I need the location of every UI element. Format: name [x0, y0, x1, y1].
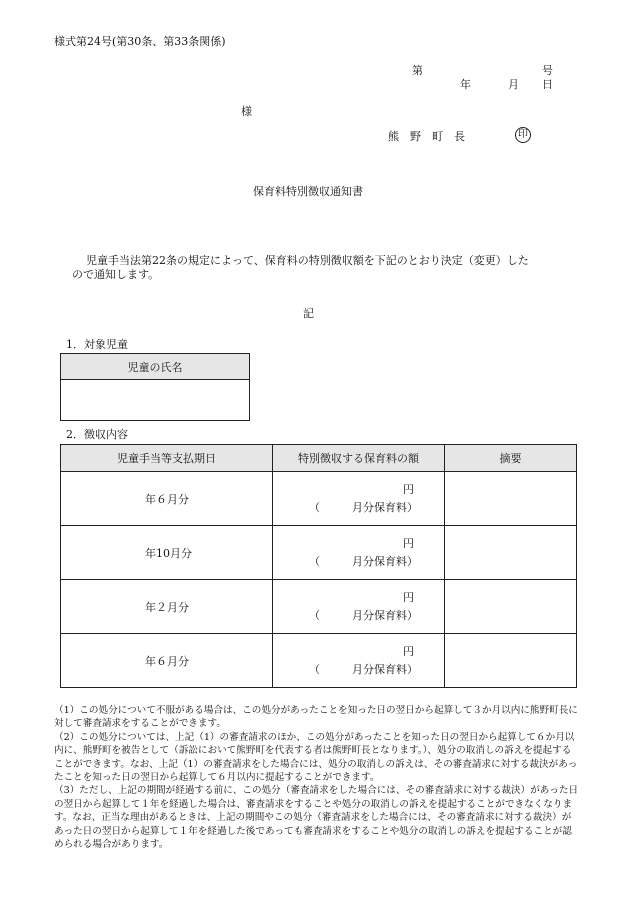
period-cell — [61, 580, 273, 634]
yen-label: 円 — [403, 645, 414, 658]
paren-open: （ — [309, 663, 320, 676]
issuer: 熊 野 町 長 — [388, 130, 465, 143]
note-2: （2）この処分については、上記（1）の審査請求のほか、この処分があったことを知った日の翌日から起算して６か月以内に、熊野町を被告として（訴訟において熊野町を代表する者は熊野町長となります。）、処分の取消しの訴えを提起することができます。なお、上記（1）の審査請求をした場合には、処分の取消しの訴えは、その審査請求に対する裁決があったことを知った日の翌日から起算して６月以内に提起することができます。 — [54, 731, 578, 784]
section1-heading: 1．対象児童 — [66, 338, 128, 351]
seal-mark — [515, 127, 531, 143]
amount-cell[interactable] — [273, 526, 445, 580]
paren-open: （ — [309, 609, 320, 622]
note-1: （1）この処分について不服がある場合は、この処分があったことを知った日の翌日から起算して３か月以内に熊野町長に対して審査請求をすることができます。 — [54, 705, 578, 730]
paren-close: 月分保育料） — [352, 555, 418, 568]
collection-table — [60, 444, 577, 688]
child-name-header: 児童の氏名 — [61, 354, 250, 380]
document-title: 保育料特別徴収通知書 — [253, 185, 363, 198]
recipient-suffix: 様 — [241, 105, 252, 118]
period-label: 年６月分 — [145, 493, 189, 506]
remarks-cell[interactable] — [445, 472, 577, 526]
amount-cell[interactable] — [273, 634, 445, 688]
yen-label: 円 — [403, 483, 414, 496]
period-cell — [61, 526, 273, 580]
section2-heading: 2．徴収内容 — [66, 428, 128, 441]
doc-number-suffix: 号 — [542, 64, 553, 77]
amount-header: 特別徴収する保育料の額 — [273, 445, 445, 472]
remarks-header: 摘要 — [445, 445, 577, 472]
date-day: 日 — [542, 78, 553, 91]
child-table — [60, 353, 250, 421]
seal-icon: 印 — [515, 127, 531, 143]
body-text-line1: 児童手当法第22条の規定によって、保育料の特別徴収額を下記のとおり決定（変更）した — [86, 254, 529, 267]
paren-open: （ — [309, 555, 320, 568]
date-month: 月 — [508, 78, 519, 91]
period-cell — [61, 472, 273, 526]
table-row — [61, 634, 577, 688]
remarks-cell[interactable] — [445, 634, 577, 688]
note-3: （3）ただし、上記の期間が経過する前に、この処分（審査請求をした場合には、その審査請求に対する裁決）があった日の翌日から起算して１年を経過した場合は、審査請求をすることや処分の取消しの訴えを提起することができなくなります。なお、正当な理由があるときは、上記の期間やこの処分（審査請求をした場合には、その審査請求に対する裁決）があった日の翌日から起算して１年を経過した後であっても審査請求をすることや処分の取消しの訴えを提起することが認められる場合があります。 — [54, 785, 579, 851]
date-year: 年 — [460, 78, 471, 91]
body-text-line2: ので通知します。 — [72, 268, 160, 281]
period-label: 年６月分 — [145, 655, 189, 668]
payment-date-header: 児童手当等支払期日 — [61, 445, 273, 472]
yen-label: 円 — [403, 537, 414, 550]
paren-close: 月分保育料） — [352, 663, 418, 676]
amount-cell[interactable] — [273, 472, 445, 526]
paren-close: 月分保育料） — [352, 609, 418, 622]
remarks-cell[interactable] — [445, 580, 577, 634]
doc-number-prefix: 第 — [412, 64, 423, 77]
form-number: 様式第24号(第30条、第33条関係) — [54, 35, 226, 48]
table-row — [61, 472, 577, 526]
notes — [54, 704, 579, 851]
period-cell — [61, 634, 273, 688]
ki-label: 記 — [303, 307, 314, 320]
amount-cell[interactable] — [273, 580, 445, 634]
child-name-cell[interactable] — [61, 380, 250, 421]
table-row — [61, 580, 577, 634]
table-row — [61, 526, 577, 580]
period-label: 年10月分 — [145, 547, 192, 560]
paren-close: 月分保育料） — [352, 501, 418, 514]
remarks-cell[interactable] — [445, 526, 577, 580]
paren-open: （ — [309, 501, 320, 514]
yen-label: 円 — [403, 591, 414, 604]
period-label: 年２月分 — [145, 601, 189, 614]
